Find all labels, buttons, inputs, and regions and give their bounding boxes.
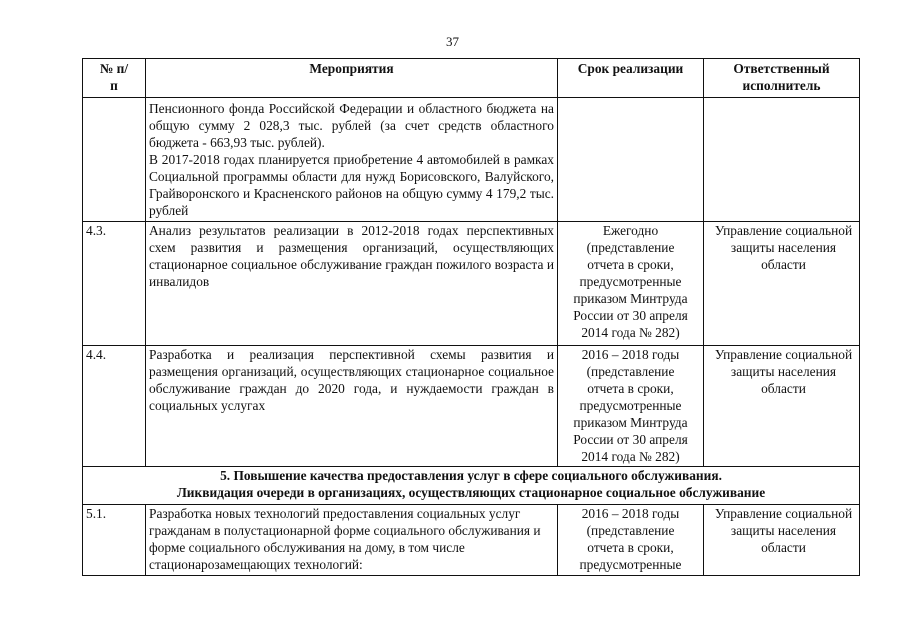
cell-num-empty bbox=[83, 98, 146, 222]
section-5-title-line-1: 5. Повышение качества предоставления услуг в сфере социального обслуживания. bbox=[220, 468, 722, 483]
table-row bbox=[83, 346, 860, 467]
page-number: 37 bbox=[446, 34, 459, 49]
section-5-title-line-2: Ликвидация очереди в организациях, осуществляющих стационарное социальное обслуживание bbox=[176, 485, 766, 500]
row-deadline: 2016 – 2018 годы (представление отчета в сроки, предусмотренные приказом Минтруда России от 30 апреля 2014 года № 282) bbox=[558, 346, 704, 467]
table-row bbox=[83, 505, 860, 576]
cell-deadline-empty bbox=[558, 98, 704, 222]
header-responsible: Ответственный исполнитель bbox=[704, 59, 860, 98]
row-activity: Анализ результатов реализации в 2012-2018 годах перспективных схем развития и размещения организаций, осуществляющих стационарное социальное обслуживание граждан пожилого возраста и инвалидов bbox=[146, 222, 558, 346]
header-num: № п/п bbox=[83, 59, 146, 98]
continuation-paragraph-1: Пенсионного фонда Российской Федерации и областного бюджета на общую сумму 2 028,3 тыс. рублей (за счет средств областного бюджета - 663,93 тыс. рублей). bbox=[149, 101, 554, 150]
row-number: 5.1. bbox=[83, 505, 146, 576]
row-deadline: Ежегодно (представление отчета в сроки, предусмотренные приказом Минтруда России от 30 апреля 2014 года № 282) bbox=[558, 222, 704, 346]
row-responsible: Управление социальной защиты населения области bbox=[704, 346, 860, 467]
row-activity: Разработка новых технологий предоставления социальных услуг гражданам в полустационарной форме социального обслуживания и форме социального обслуживания на дому, в том числе стационарозамещающих технологий: bbox=[146, 505, 558, 576]
row-responsible: Управление социальной защиты населения области bbox=[704, 505, 860, 576]
row-deadline: 2016 – 2018 годы (представление отчета в сроки, предусмотренные bbox=[558, 505, 704, 576]
row-responsible: Управление социальной защиты населения области bbox=[704, 222, 860, 346]
section-heading-row bbox=[83, 467, 860, 505]
cell-responsible-empty bbox=[704, 98, 860, 222]
table-header-row bbox=[83, 59, 860, 98]
table-row-continuation bbox=[83, 98, 860, 222]
section-5-heading bbox=[83, 467, 860, 505]
row-number: 4.4. bbox=[83, 346, 146, 467]
row-number: 4.3. bbox=[83, 222, 146, 346]
activities-table bbox=[82, 58, 860, 576]
header-deadline: Срок реализации bbox=[558, 59, 704, 98]
table-row bbox=[83, 222, 860, 346]
cell-activity-continuation bbox=[146, 98, 558, 222]
continuation-paragraph-2: В 2017-2018 годах планируется приобретение 4 автомобилей в рамках Социальной программы области для нужд Борисовского, Валуйского, Грайворонского и Красненского районов на общую сумму 4 179,2 тыс. рублей bbox=[149, 152, 554, 218]
header-activity: Мероприятия bbox=[146, 59, 558, 98]
row-activity: Разработка и реализация перспективной схемы развития и размещения организаций, осуществляющих стационарное социальное обслуживание граждан до 2020 года, и нуждаемости граждан в социальных услугах bbox=[146, 346, 558, 467]
